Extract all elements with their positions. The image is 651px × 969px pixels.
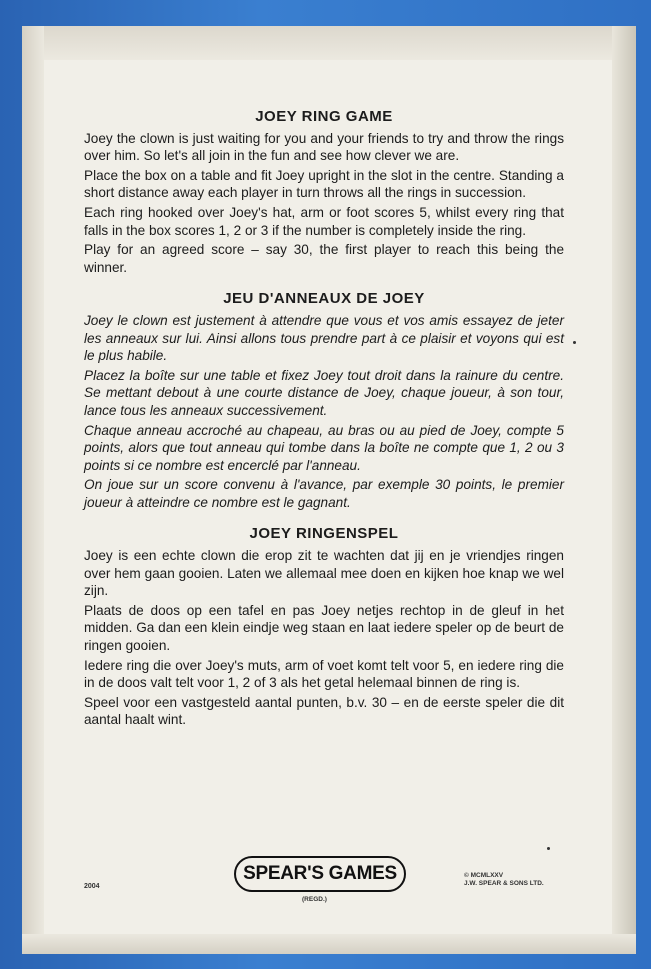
dutch-paragraph: Speel voor een vastgesteld aantal punten, b.v. 30 – en de eerste speler die dit aantal haalt wint. xyxy=(84,694,564,728)
speck xyxy=(547,847,550,850)
speck xyxy=(573,341,576,344)
box-wall-right xyxy=(612,26,636,954)
english-section xyxy=(84,108,564,276)
dutch-title: JOEY RINGENSPEL xyxy=(249,525,399,543)
dutch-paragraph: Iedere ring die over Joey's muts, arm of voet komt telt voor 5, en iedere ring die in de doos valt telt voor 1, 2 of 3 als het getal helemaal binnen de ring is. xyxy=(84,657,564,691)
english-paragraph: Play for an agreed score – say 30, the first player to reach this being the winner. xyxy=(84,242,564,275)
dutch-paragraph: Plaats de doos op een tafel en pas Joey netjes rechtop in de gleuf in het midden. Ga dan een klein eindje weg staan en laat iedere speler op de beurt de ringen gooien. xyxy=(84,602,564,654)
copyright-year: © MCMLXXV xyxy=(464,872,504,879)
french-title: JEU D'ANNEAUX DE JOEY xyxy=(223,290,425,308)
copyright-holder: J.W. SPEAR & SONS LTD. xyxy=(464,880,544,887)
product-code: 2004 xyxy=(84,883,100,890)
dutch-section xyxy=(84,525,564,729)
french-paragraph: Chaque anneau accroché au chapeau, au bras ou au pied de Joey, compte 5 points, alors que tout anneau qui tombe dans la boîte ne compte que 1, 2 ou 3 points si ce nombre est encerclé par l'anneau. xyxy=(84,422,564,473)
box-wall-left xyxy=(22,26,44,954)
copyright xyxy=(464,872,544,888)
logo-text: SPEAR'S GAMES xyxy=(243,863,397,884)
english-title: JOEY RING GAME xyxy=(255,108,393,125)
french-paragraph: Joey le clown est justement à attendre que vous et vos amis essayez de jeter les anneaux sur lui. Ainsi allons tous prendre part à ce plaisir et voyons qui est le plus habile. xyxy=(84,312,564,364)
english-paragraph: Each ring hooked over Joey's hat, arm or foot scores 5, whilst every ring that falls in the box scores 1, 2 or 3 if the number is completely inside the ring. xyxy=(84,204,564,238)
spears-games-logo xyxy=(234,856,406,892)
footer xyxy=(84,856,564,916)
french-section xyxy=(84,290,564,511)
french-paragraph: On joue sur un score convenu à l'avance, par exemple 30 points, le premier joueur à atteindre ce nombre est le gagnant. xyxy=(84,477,564,510)
english-paragraph: Joey the clown is just waiting for you and your friends to try and throw the rings over him. So let's all join in the fun and see how clever we are. xyxy=(84,130,564,164)
english-paragraph: Place the box on a table and fit Joey upright in the slot in the centre. Standing a short distance away each player in turn throws all the rings in succession. xyxy=(84,167,564,201)
dutch-paragraph: Joey is een echte clown die erop zit te wachten dat jij en je vriendjes ringen over hem gaan gooien. Laten we allemaal mee doen en kijken hoe knap we wel zijn. xyxy=(84,548,564,599)
registered-mark: (REGD.) xyxy=(302,896,327,903)
box-wall-bottom xyxy=(22,934,636,954)
box-wall-top xyxy=(22,26,636,60)
french-paragraph: Placez la boîte sur une table et fixez Joey tout droit dans la rainure du centre. Se mettant debout à une courte distance de Joey, chaque joueur, à son tour, lance tous les anneaux successivement. xyxy=(84,367,564,418)
instructions xyxy=(84,108,564,743)
